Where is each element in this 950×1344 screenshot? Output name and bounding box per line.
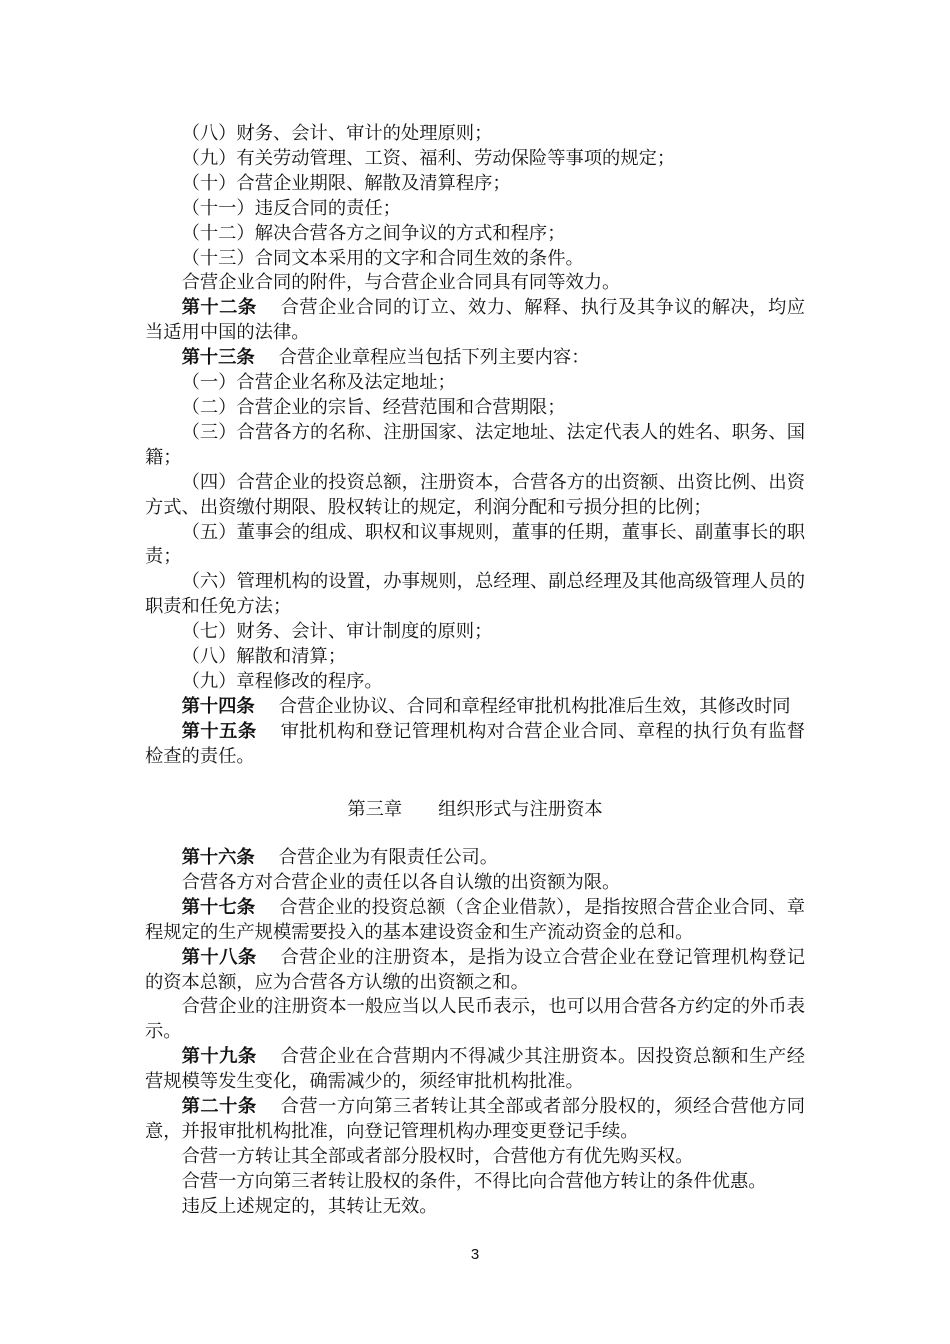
paragraph [145, 197, 805, 222]
paragraph [145, 396, 805, 421]
paragraph [145, 247, 805, 272]
paragraph [145, 122, 805, 147]
paragraph-text: （九）章程修改的程序。 [181, 670, 383, 692]
article-paragraph [145, 695, 805, 720]
paragraph [145, 371, 805, 396]
paragraph-text: （八）解散和清算； [181, 646, 347, 668]
paragraph [145, 645, 805, 670]
article-label: 第十二条 [181, 297, 257, 319]
article-paragraph [145, 296, 805, 346]
article-paragraph [145, 896, 805, 946]
chapter-title: 组织形式与注册资本 [438, 799, 603, 820]
article-label: 第十八条 [181, 946, 257, 968]
paragraph-text: 合营企业合同的附件，与合营企业合同具有同等效力。 [181, 272, 621, 294]
paragraph-text: （十）合营企业期限、解散及清算程序； [181, 172, 511, 194]
paragraph [145, 147, 805, 172]
paragraph [145, 1195, 805, 1220]
chapter-number: 第三章 [347, 799, 403, 820]
paragraph-text: （十二）解决合营各方之间争议的方式和程序； [181, 222, 566, 244]
article-paragraph [145, 1095, 805, 1145]
article-label: 第十五条 [181, 720, 257, 742]
paragraph-text: （七）财务、会计、审计制度的原则； [181, 621, 493, 643]
paragraph-text: 合营企业的投资总额（含企业借款），是指按照合营企业合同、章程规定的生产规模需要投入的基本建设资金和生产流动资金的总和。 [145, 896, 806, 943]
paragraph-text: （五）董事会的组成、职权和议事规则，董事的任期，董事长、副董事长的职责； [145, 521, 805, 568]
paragraph [145, 1170, 805, 1195]
article-paragraph [145, 720, 805, 770]
paragraph [145, 471, 805, 521]
paragraph-text: 违反上述规定的，其转让无效。 [181, 1195, 438, 1217]
paragraph-text: 合营企业合同的订立、效力、解释、执行及其争议的解决，均应当适用中国的法律。 [145, 297, 805, 344]
paragraph [145, 421, 805, 471]
paragraph-text: 合营企业为有限责任公司。 [278, 847, 499, 868]
paragraph-text: （三）合营各方的名称、注册国家、法定地址、法定代表人的姓名、职务、国籍； [145, 421, 805, 468]
paragraph [145, 222, 805, 247]
paragraph [145, 570, 805, 620]
paragraph [145, 172, 805, 197]
article-label: 第十九条 [181, 1046, 257, 1068]
paragraph-text: 审批机构和登记管理机构对合营企业合同、章程的执行负有监督检查的责任。 [145, 720, 805, 767]
paragraph [145, 670, 805, 695]
paragraph-text: （一）合营企业名称及法定地址； [181, 372, 456, 394]
paragraph [145, 871, 805, 896]
article-label: 第十七条 [181, 896, 256, 918]
paragraph [145, 521, 805, 571]
paragraph [145, 620, 805, 645]
paragraph-text: （六）管理机构的设置，办事规则，总经理、副总经理及其他高级管理人员的职责和任免方法； [145, 571, 805, 618]
chapter-heading [0, 798, 950, 822]
article-paragraph [145, 1045, 805, 1095]
paragraph-text: （四）合营企业的投资总额，注册资本，合营各方的出资额、出资比例、出资方式、出资缴付期限、股权转让的规定，利润分配和亏损分担的比例； [145, 471, 805, 518]
paragraph [145, 271, 805, 296]
paragraph [145, 995, 805, 1045]
paragraph-text: 合营企业的注册资本，是指为设立合营企业在登记管理机构登记的资本总额，应为合营各方认缴的出资额之和。 [145, 946, 805, 993]
paragraph-text: （十一）违反合同的责任； [181, 197, 401, 219]
paragraph [145, 1145, 805, 1170]
paragraph-text: 合营各方对合营企业的责任以各自认缴的出资额为限。 [181, 871, 621, 893]
paragraph-text: 合营一方向第三者转让其全部或者部分股权的，须经合营他方同意，并报审批机构批准，向登记管理机构办理变更登记手续。 [145, 1096, 805, 1142]
article-label: 第二十条 [181, 1096, 257, 1118]
article-label: 第十六条 [181, 847, 255, 868]
paragraph-text: 合营企业的注册资本一般应当以人民币表示，也可以用合营各方约定的外币表示。 [145, 996, 805, 1043]
article-paragraph [145, 946, 805, 996]
paragraph-text: 合营企业在合营期内不得减少其注册资本。因投资总额和生产经营规模等发生变化，确需减少的，须经审批机构批准。 [145, 1046, 805, 1093]
paragraph-text: 合营一方转让其全部或者部分股权时，合营他方有优先购买权。 [181, 1145, 694, 1167]
paragraph-text: （八）财务、会计、审计的处理原则； [181, 123, 493, 144]
paragraph-text: （九）有关劳动管理、工资、福利、劳动保险等事项的规定； [181, 147, 676, 169]
article-paragraph [145, 346, 805, 371]
paragraph-text: （十三）合同文本采用的文字和合同生效的条件。 [181, 247, 584, 269]
article-paragraph [145, 846, 805, 871]
paragraph-text: 合营企业协议、合同和章程经审批机构批准后生效，其修改时同 [278, 695, 791, 717]
document-body-part-1 [145, 122, 805, 770]
article-label: 第十三条 [181, 347, 255, 369]
paragraph-text: 合营企业章程应当包括下列主要内容： [278, 347, 590, 369]
page-number: 3 [470, 1246, 480, 1263]
paragraph-text: （二）合营企业的宗旨、经营范围和合营期限； [181, 396, 566, 418]
document-body-part-2 [145, 846, 805, 1220]
article-label: 第十四条 [181, 695, 255, 717]
paragraph-text: 合营一方向第三者转让股权的条件，不得比向合营他方转让的条件优惠。 [181, 1170, 767, 1192]
